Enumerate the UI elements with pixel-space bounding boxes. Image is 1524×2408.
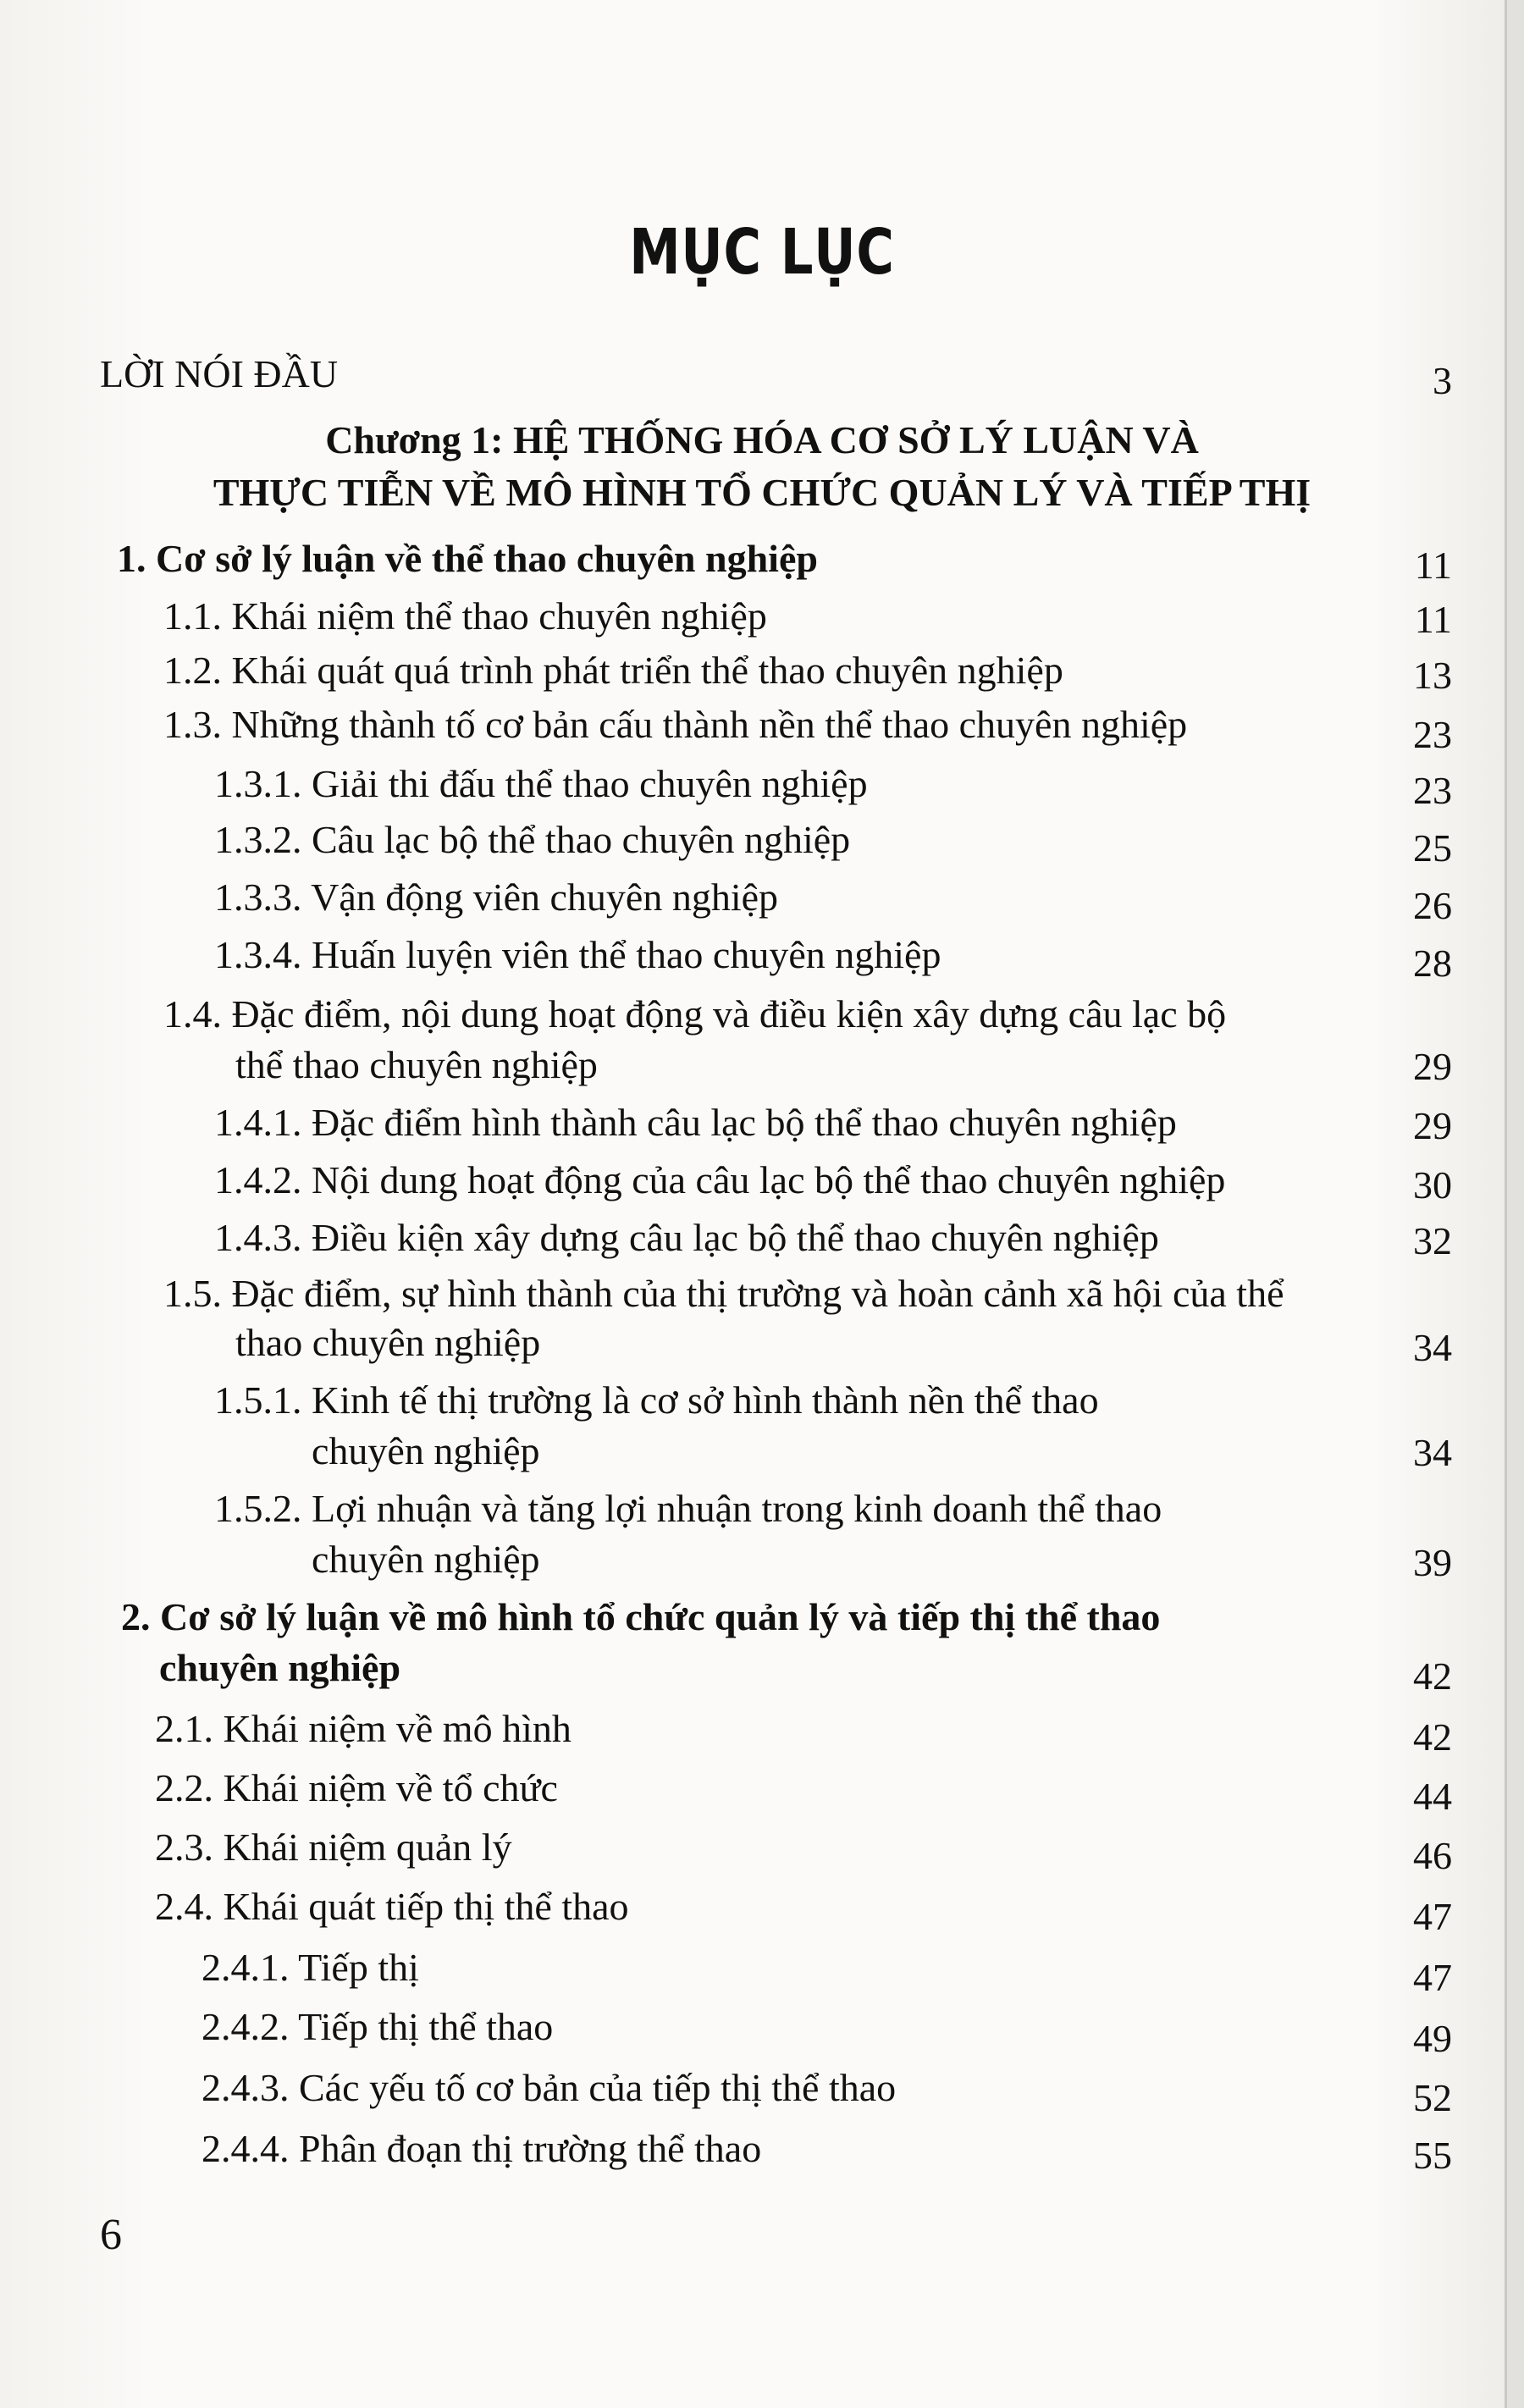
toc-page: 44 — [1413, 1775, 1452, 1818]
toc-page: 25 — [1413, 826, 1452, 870]
toc-page: 34 — [1413, 1326, 1452, 1369]
toc-entry-cont: chuyên nghiệp — [159, 1646, 401, 1689]
toc-page: 46 — [1413, 1834, 1452, 1877]
toc-page: 29 — [1413, 1045, 1452, 1088]
toc-page: 26 — [1413, 884, 1452, 927]
toc-entry: 2. Cơ sở lý luận về mô hình tổ chức quản lý và tiếp thị thể thao — [121, 1595, 1161, 1638]
toc-page: 11 — [1414, 544, 1452, 587]
chapter-heading-line2: THỰC TIỄN VỀ MÔ HÌNH TỔ CHỨC QUẢN LÝ VÀ TIẾP THỊ — [213, 471, 1311, 514]
toc-entry: 2.2. Khái niệm về tổ chức — [155, 1766, 558, 1809]
toc-entry: 1.5. Đặc điểm, sự hình thành của thị trường và hoàn cảnh xã hội của thể — [163, 1272, 1284, 1315]
toc-page: 47 — [1413, 1895, 1452, 1938]
toc-page: 28 — [1413, 942, 1452, 985]
toc-page: 29 — [1413, 1104, 1452, 1147]
page-title: MỤC LỤC — [629, 216, 895, 289]
toc-entry: 2.4.2. Tiếp thị thể thao — [202, 2005, 554, 2048]
toc-page: 13 — [1413, 654, 1452, 697]
toc-page: 30 — [1413, 1163, 1452, 1207]
toc-entry: 1.4.3. Điều kiện xây dựng câu lạc bộ thể thao chuyên nghiệp — [214, 1216, 1159, 1259]
toc-entry: 2.4. Khái quát tiếp thị thể thao — [155, 1885, 629, 1928]
toc-page: 52 — [1413, 2076, 1452, 2119]
toc-page: 49 — [1413, 2017, 1452, 2060]
toc-entry: 1.5.2. Lợi nhuận và tăng lợi nhuận trong kinh doanh thể thao — [214, 1487, 1162, 1530]
toc-page: 32 — [1413, 1219, 1452, 1262]
toc-entry: 1.3. Những thành tố cơ bản cấu thành nền thể thao chuyên nghiệp — [163, 703, 1188, 746]
toc-entry: 2.3. Khái niệm quản lý — [155, 1825, 512, 1869]
toc-page: 42 — [1413, 1715, 1452, 1759]
toc-entry: 1.4. Đặc điểm, nội dung hoạt động và điều kiện xây dựng câu lạc bộ — [163, 992, 1227, 1036]
toc-entry-cont: chuyên nghiệp — [312, 1429, 540, 1472]
toc-page: 47 — [1413, 1956, 1452, 1999]
toc-page: 42 — [1413, 1654, 1452, 1698]
toc-entry-intro: LỜI NÓI ĐẦU — [100, 352, 339, 395]
page-edge-line — [1505, 0, 1507, 2408]
page-number: 6 — [100, 2211, 122, 2259]
toc-entry: 1.3.2. Câu lạc bộ thể thao chuyên nghiệp — [214, 818, 851, 861]
toc-page-intro: 3 — [1433, 359, 1452, 402]
toc-entry: 2.1. Khái niệm về mô hình — [155, 1707, 572, 1750]
toc-page: 55 — [1413, 2134, 1452, 2177]
toc-entry: 1.5.1. Kinh tế thị trường là cơ sở hình thành nền thể thao — [214, 1378, 1099, 1422]
toc-page: 39 — [1413, 1541, 1452, 1584]
toc-entry: 1.3.1. Giải thi đấu thể thao chuyên nghiệp — [214, 762, 868, 805]
toc-entry: 1.1. Khái niệm thể thao chuyên nghiệp — [163, 594, 767, 638]
toc-page: 23 — [1413, 769, 1452, 812]
toc-entry-cont: thao chuyên nghiệp — [235, 1321, 541, 1364]
toc-entry-cont: thể thao chuyên nghiệp — [235, 1043, 598, 1086]
toc-entry: 1. Cơ sở lý luận về thể thao chuyên nghiệp — [117, 537, 818, 580]
toc-entry: 1.3.3. Vận động viên chuyên nghiệp — [214, 875, 779, 919]
chapter-heading-line1: Chương 1: HỆ THỐNG HÓA CƠ SỞ LÝ LUẬN VÀ — [325, 418, 1199, 461]
toc-page: 34 — [1413, 1431, 1452, 1474]
toc-page: 23 — [1413, 713, 1452, 756]
toc-entry: 1.2. Khái quát quá trình phát triển thể thao chuyên nghiệp — [163, 649, 1063, 692]
toc-entry: 2.4.4. Phân đoạn thị trường thể thao — [202, 2127, 762, 2170]
toc-entry: 1.4.2. Nội dung hoạt động của câu lạc bộ thể thao chuyên nghiệp — [214, 1158, 1226, 1201]
toc-entry-cont: chuyên nghiệp — [312, 1538, 540, 1581]
toc-entry: 1.3.4. Huấn luyện viên thể thao chuyên nghiệp — [214, 933, 941, 976]
toc-entry: 1.4.1. Đặc điểm hình thành câu lạc bộ thể thao chuyên nghiệp — [214, 1101, 1177, 1144]
toc-entry: 2.4.1. Tiếp thị — [202, 1946, 419, 1989]
toc-entry: 2.4.3. Các yếu tố cơ bản của tiếp thị thể thao — [202, 2066, 897, 2109]
toc-page: 11 — [1414, 598, 1452, 641]
page-edge-shadow — [1507, 0, 1524, 2408]
